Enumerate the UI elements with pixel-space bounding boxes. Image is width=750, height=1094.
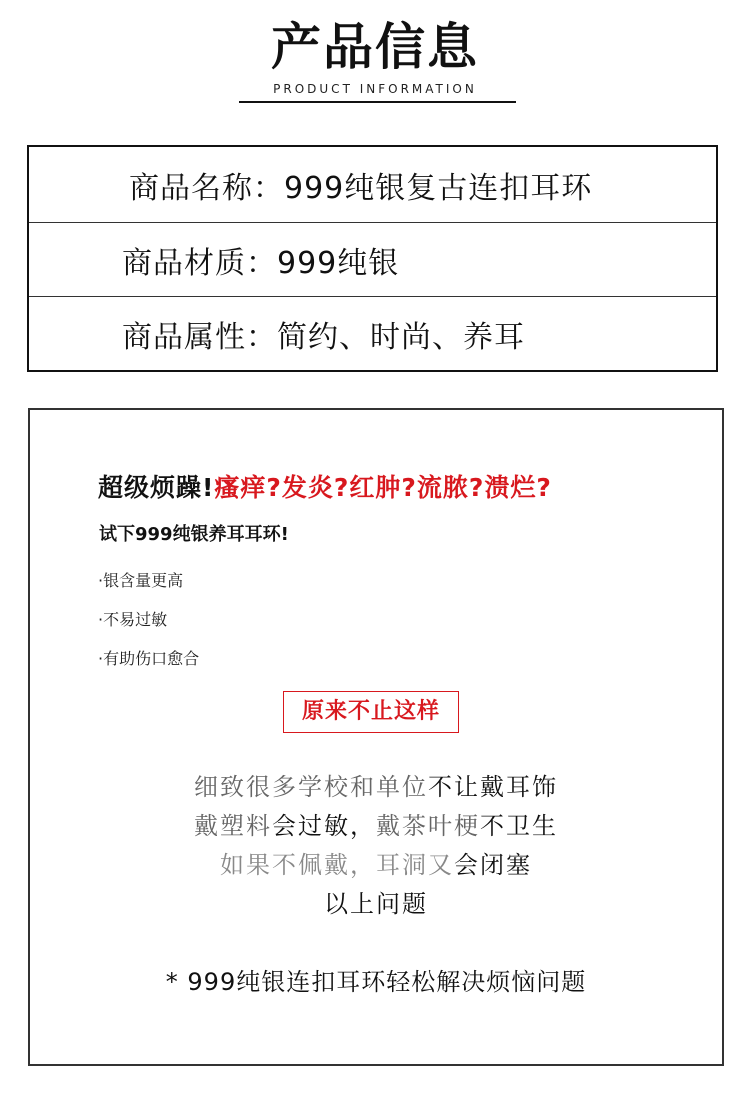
bullet-item: ·银含量更高 — [98, 571, 184, 590]
info-row-attributes — [29, 297, 716, 370]
headline-black: 超级烦躁! — [98, 473, 215, 502]
promo-headline — [98, 468, 552, 504]
line2-gray: 戴塑料 — [194, 812, 272, 840]
page-header — [0, 0, 750, 110]
page-subtitle: PRODUCT INFORMATION — [273, 82, 477, 96]
promo-line-1 — [30, 767, 722, 802]
line4-black: 以上问题 — [324, 890, 428, 918]
headline-red: 瘙痒?发炎?红肿?流脓?溃烂? — [214, 473, 552, 502]
promo-line-2 — [30, 806, 722, 841]
info-row-material — [29, 223, 716, 297]
product-material-text: 商品材质：999纯银 — [122, 245, 400, 281]
promo-line-3 — [30, 845, 722, 880]
promo-line-4 — [30, 884, 722, 919]
title-underline — [239, 101, 516, 103]
line3-gray: 如果不佩戴，耳洞又 — [220, 851, 454, 879]
info-row-name — [29, 147, 716, 223]
line2-black: 会过敏， — [272, 812, 376, 840]
promo-footnote: * 999纯银连扣耳环轻松解决烦恼问题 — [165, 968, 587, 996]
line1-black: 不让戴耳饰 — [428, 773, 558, 801]
promo-subhead: 试下999纯银养耳耳环! — [99, 524, 289, 545]
line2-black-2: 不卫生 — [480, 812, 558, 840]
product-info-table — [27, 145, 718, 372]
line1-gray: 细致很多学校和单位 — [194, 773, 428, 801]
line3-black: 会闭塞 — [454, 851, 532, 879]
bullet-item: ·有助伤口愈合 — [98, 649, 200, 668]
page-title: 产品信息 — [271, 18, 479, 76]
bullet-item: ·不易过敏 — [98, 610, 168, 629]
promo-box — [28, 408, 724, 1066]
line2-gray-2: 戴茶叶梗 — [376, 812, 480, 840]
product-attributes-text: 商品属性：简约、时尚、养耳 — [122, 319, 525, 355]
highlight-tag: 原来不止这样 — [283, 691, 459, 733]
product-name-text: 商品名称：999纯银复古连扣耳环 — [129, 170, 593, 206]
